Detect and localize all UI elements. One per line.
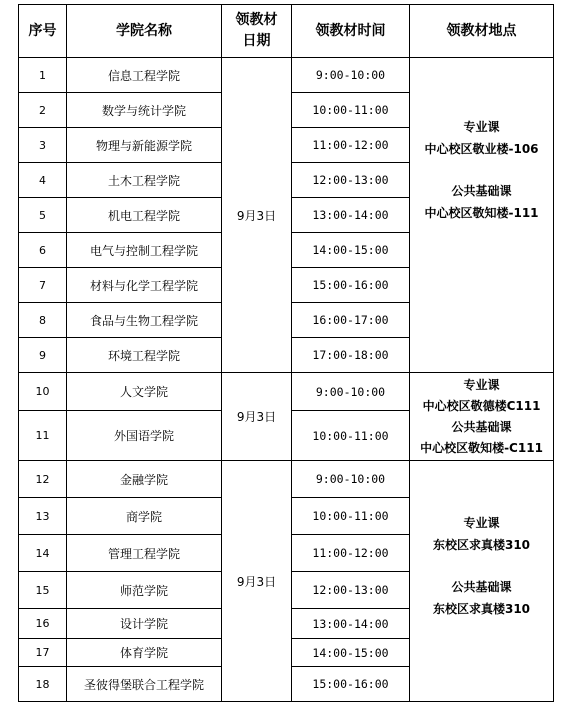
place-line: 专业课	[463, 516, 500, 530]
row-index: 12	[19, 461, 67, 498]
row-index: 10	[19, 373, 67, 411]
time-slot: 13:00-14:00	[292, 609, 410, 639]
group-place	[410, 58, 554, 373]
college-name: 管理工程学院	[67, 535, 222, 572]
time-slot: 9:00-10:00	[292, 373, 410, 411]
header-college: 学院名称	[67, 5, 222, 58]
place-line: 东校区求真楼310	[432, 538, 531, 552]
college-name: 金融学院	[67, 461, 222, 498]
row-index: 5	[19, 198, 67, 233]
time-slot: 10:00-11:00	[292, 498, 410, 535]
college-name: 机电工程学院	[67, 198, 222, 233]
row-index: 14	[19, 535, 67, 572]
place-line: 公共基础课	[451, 580, 512, 594]
group-date: 9月3日	[222, 58, 292, 373]
group-date: 9月3日	[222, 373, 292, 461]
place-line: 中心校区敬知楼-C111	[420, 440, 543, 455]
row-index: 1	[19, 58, 67, 93]
time-slot: 11:00-12:00	[292, 535, 410, 572]
time-slot: 17:00-18:00	[292, 338, 410, 373]
group-place	[410, 373, 554, 461]
place-line: 中心校区敬业楼-106	[424, 142, 539, 156]
row-index: 15	[19, 572, 67, 609]
time-slot: 9:00-10:00	[292, 58, 410, 93]
row-index: 7	[19, 268, 67, 303]
time-slot: 15:00-16:00	[292, 268, 410, 303]
row-index: 18	[19, 667, 67, 702]
row-index: 4	[19, 163, 67, 198]
college-name: 设计学院	[67, 609, 222, 639]
time-slot: 16:00-17:00	[292, 303, 410, 338]
college-name: 土木工程学院	[67, 163, 222, 198]
place-line: 中心校区敬德楼C111	[422, 398, 541, 413]
group-place	[410, 461, 554, 702]
group-date: 9月3日	[222, 461, 292, 702]
place-line: 公共基础课	[451, 419, 512, 434]
table-row	[19, 461, 554, 498]
time-slot: 9:00-10:00	[292, 461, 410, 498]
row-index: 9	[19, 338, 67, 373]
row-index: 8	[19, 303, 67, 338]
header-index: 序号	[19, 5, 67, 58]
place-line: 专业课	[463, 120, 500, 134]
time-slot: 14:00-15:00	[292, 233, 410, 268]
row-index: 13	[19, 498, 67, 535]
header-time: 领教材时间	[292, 5, 410, 58]
college-name: 人文学院	[67, 373, 222, 411]
row-index: 16	[19, 609, 67, 639]
place-line: 东校区求真楼310	[432, 602, 531, 616]
time-slot: 15:00-16:00	[292, 667, 410, 702]
time-slot: 13:00-14:00	[292, 198, 410, 233]
time-slot: 10:00-11:00	[292, 411, 410, 461]
college-name: 材料与化学工程学院	[67, 268, 222, 303]
header-date	[222, 5, 292, 58]
header-date-line1: 领教材	[235, 12, 278, 28]
table-row	[19, 58, 554, 93]
college-name: 物理与新能源学院	[67, 128, 222, 163]
row-index: 11	[19, 411, 67, 461]
place-line: 公共基础课	[451, 184, 512, 198]
row-index: 6	[19, 233, 67, 268]
college-name: 圣彼得堡联合工程学院	[67, 667, 222, 702]
time-slot: 14:00-15:00	[292, 639, 410, 667]
time-slot: 12:00-13:00	[292, 572, 410, 609]
college-name: 食品与生物工程学院	[67, 303, 222, 338]
college-name: 师范学院	[67, 572, 222, 609]
college-name: 信息工程学院	[67, 58, 222, 93]
college-name: 电气与控制工程学院	[67, 233, 222, 268]
row-index: 17	[19, 639, 67, 667]
place-line: 中心校区敬知楼-111	[424, 206, 539, 220]
place-line: 专业课	[463, 377, 500, 392]
textbook-schedule-document	[18, 4, 554, 702]
time-slot: 12:00-13:00	[292, 163, 410, 198]
textbook-schedule-table	[18, 4, 554, 702]
college-name: 环境工程学院	[67, 338, 222, 373]
college-name: 体育学院	[67, 639, 222, 667]
table-row	[19, 373, 554, 411]
row-index: 3	[19, 128, 67, 163]
college-name: 商学院	[67, 498, 222, 535]
time-slot: 10:00-11:00	[292, 93, 410, 128]
header-row	[19, 5, 554, 58]
time-slot: 11:00-12:00	[292, 128, 410, 163]
header-place: 领教材地点	[410, 5, 554, 58]
header-date-line2: 日期	[242, 33, 271, 49]
row-index: 2	[19, 93, 67, 128]
college-name: 数学与统计学院	[67, 93, 222, 128]
college-name: 外国语学院	[67, 411, 222, 461]
